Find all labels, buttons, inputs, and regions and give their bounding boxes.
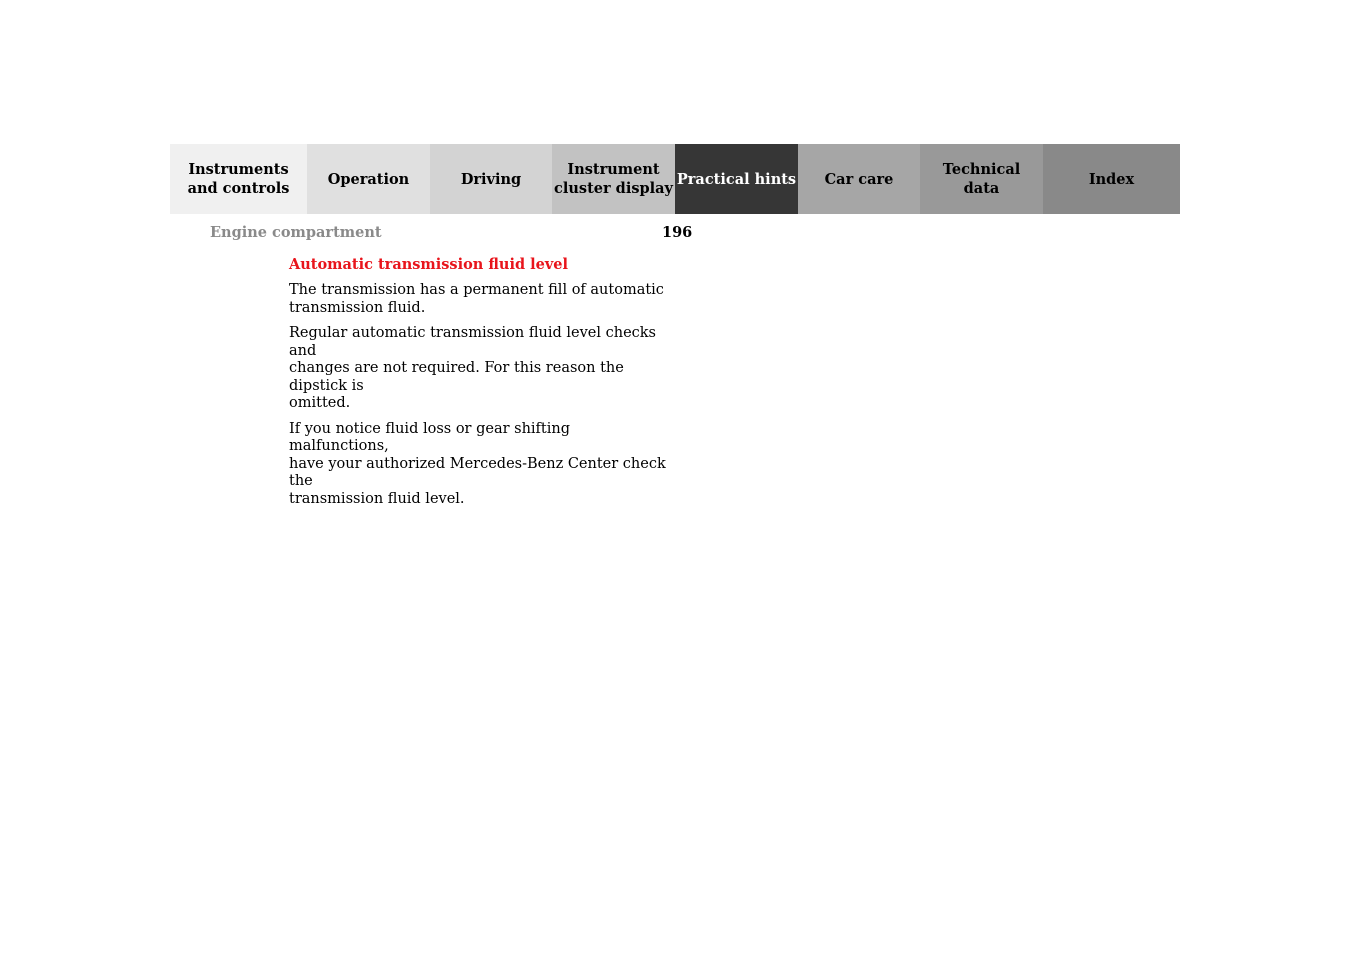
paragraph: The transmission has a permanent fill of automatic transmission fluid. xyxy=(289,282,664,316)
section-heading: Automatic transmission fluid level xyxy=(289,256,569,273)
tab-label: Operation xyxy=(327,170,410,188)
tab-technical-data[interactable] xyxy=(920,144,1043,214)
tab-label: Technical data xyxy=(942,161,1021,197)
tab-label: Instruments and controls xyxy=(187,161,290,197)
tab-driving[interactable] xyxy=(430,144,552,214)
tab-instrument-cluster-display[interactable] xyxy=(552,144,675,214)
tab-operation[interactable] xyxy=(307,144,430,214)
tab-car-care[interactable] xyxy=(798,144,920,214)
chapter-nav xyxy=(170,144,1180,214)
tab-label: Car care xyxy=(824,170,894,188)
tab-label: Driving xyxy=(460,170,522,188)
paragraph: If you notice fluid loss or gear shifting malfunctions, have your authorized Mercedes-Benz Center check the transmission fluid level. xyxy=(289,420,666,507)
tab-instruments-and-controls[interactable] xyxy=(170,144,307,214)
content-block xyxy=(289,256,669,516)
tab-practical-hints[interactable] xyxy=(675,144,798,214)
tab-label: Index xyxy=(1088,170,1135,188)
section-title: Engine compartment xyxy=(210,224,382,241)
paragraph: Regular automatic transmission fluid level checks and changes are not required. For this reason the dipstick is omitted. xyxy=(289,325,657,411)
tab-label: Practical hints xyxy=(676,170,797,188)
page-number: 196 xyxy=(662,224,693,241)
tab-label: Instrument cluster display xyxy=(554,161,673,197)
tab-index[interactable] xyxy=(1043,144,1180,214)
